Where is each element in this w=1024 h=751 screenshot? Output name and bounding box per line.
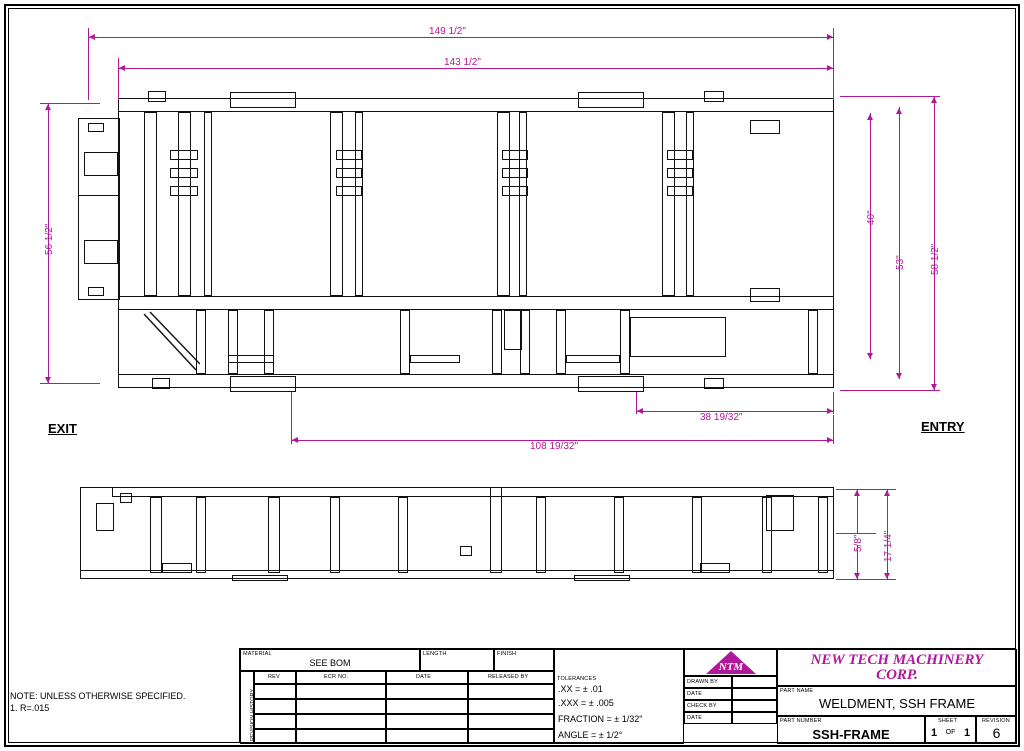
upright-5: [355, 112, 363, 296]
drawn-date-label: DATE: [687, 691, 703, 697]
plate-detail-8: [502, 168, 528, 178]
side-top-rail: [112, 487, 834, 497]
revision-value: 6: [992, 725, 1001, 741]
frame-mid-rail: [118, 296, 834, 310]
rev-row-1-cell-2: [386, 699, 468, 714]
drawn-date-value-cell: [732, 688, 777, 700]
company-name-line2: CORP.: [876, 667, 918, 683]
plate-detail-9: [502, 186, 528, 196]
lower-upright-9: [808, 310, 818, 374]
ext-58-bottom: [840, 390, 940, 391]
lower-box-detail: [504, 310, 522, 350]
arrow-40-up: [867, 114, 873, 120]
mount-pad-top-1: [148, 91, 166, 102]
drawn-by-label: DRAWN BY: [687, 679, 719, 685]
check-date-label: DATE: [687, 715, 703, 721]
rev-row-2-cell-3: [468, 714, 554, 729]
arrow-108-right: [827, 437, 833, 443]
lower-upright-4: [400, 310, 410, 374]
upright-1: [144, 112, 157, 296]
frame-top-rail: [118, 98, 834, 112]
lower-upright-8: [620, 310, 630, 374]
part-number-value: SSH-FRAME: [812, 727, 890, 742]
dim-height-right: 58 1/2": [930, 243, 941, 275]
plate-detail-11: [667, 168, 693, 178]
lower-upright-3: [264, 310, 274, 374]
plate-detail-10: [667, 150, 693, 160]
mount-pad-top-3: [578, 92, 644, 108]
rev-header-rev: REV: [268, 674, 280, 680]
part-name-label: PART NAME: [780, 688, 814, 694]
lower-upright-5: [492, 310, 502, 374]
side-foot-2: [232, 575, 288, 581]
side-upright-6: [490, 487, 502, 573]
rev-row-3-cell-0: [254, 729, 296, 744]
entry-label: ENTRY: [921, 419, 965, 434]
lower-plate-4: [630, 317, 726, 357]
side-upright-7: [536, 497, 546, 573]
side-foot-3: [574, 575, 630, 581]
plate-detail-5: [336, 168, 362, 178]
length-label: LENGTH: [423, 651, 447, 657]
part-name-value: WELDMENT, SSH FRAME: [818, 696, 975, 711]
sheet-label: SHEET: [938, 718, 958, 724]
lower-plate-1: [228, 355, 274, 363]
exit-detail-2: [84, 240, 118, 264]
ext-38-right: [833, 392, 834, 414]
side-upright-1: [150, 497, 162, 573]
upright-8: [662, 112, 675, 296]
arrow-143-right: [827, 65, 833, 71]
rev-row-3-cell-1: [296, 729, 386, 744]
arrow-58-down: [931, 384, 937, 390]
side-upright-8: [614, 497, 624, 573]
ext-143-right: [833, 58, 834, 100]
tolerance-fraction: FRACTION = ± 1/32": [558, 714, 643, 724]
mount-pad-top-2: [230, 92, 296, 108]
rev-header-date: DATE: [416, 674, 432, 680]
dim-height-left: 56 1/2": [44, 223, 55, 255]
material-value: SEE BOM: [309, 658, 351, 668]
note-line-1: NOTE: UNLESS OTHERWISE SPECIFIED.: [10, 691, 186, 701]
dim-side-small: 5/8": [853, 534, 864, 552]
finish-label: FINISH: [497, 651, 517, 657]
rev-row-3-cell-3: [468, 729, 554, 744]
sheet-of: OF: [945, 729, 956, 736]
arrow-38-right: [827, 408, 833, 414]
side-upright-10: [762, 497, 772, 573]
check-date-value-cell: [732, 712, 777, 724]
arrow-56-up: [45, 104, 51, 110]
tolerance-xxx: .XXX = ± .005: [558, 698, 614, 708]
right-bracket-bottom: [750, 288, 780, 302]
side-upright-9: [692, 497, 702, 573]
arrow-58-up: [931, 97, 937, 103]
rev-header-released: RELEASED BY: [488, 674, 529, 680]
upright-9: [686, 112, 694, 296]
side-upright-5: [398, 497, 408, 573]
arrow-53-up: [896, 108, 902, 114]
arrow-17-up: [884, 490, 890, 496]
side-upright-4: [330, 497, 340, 573]
sheet-current: 1: [930, 727, 938, 739]
rev-row-1-cell-0: [254, 699, 296, 714]
arrow-58th-down: [854, 573, 860, 579]
revision-label: REVISION: [982, 718, 1010, 724]
upright-2: [178, 112, 191, 296]
side-foot-4: [700, 563, 730, 573]
side-pad-2: [460, 546, 472, 556]
arrow-56-down: [45, 377, 51, 383]
arrow-38-left: [637, 408, 643, 414]
rev-row-0-cell-1: [296, 684, 386, 699]
side-foot-1: [162, 563, 192, 573]
tolerance-xx: .XX = ± .01: [558, 684, 603, 694]
sheet-total: 1: [963, 727, 971, 739]
plate-detail-7: [502, 150, 528, 160]
ext-108-right: [833, 415, 834, 444]
ext-17-bottom: [836, 579, 896, 580]
exit-bracket-bottom: [88, 287, 104, 296]
exit-end-plate: [78, 118, 120, 300]
dim-height-40: 40": [866, 210, 877, 225]
plate-detail-4: [336, 150, 362, 160]
upright-3: [204, 112, 212, 296]
dim-overall-length: 149 1/2": [429, 26, 466, 37]
mount-pad-top-4: [704, 91, 724, 102]
dimline-143: [118, 68, 833, 69]
mount-pad-bottom-3: [578, 376, 644, 392]
exit-centerline: [78, 195, 120, 196]
arrow-149-left: [89, 34, 95, 40]
revision-history-label: REVISION HISTORY: [250, 688, 256, 741]
check-by-label: CHECK BY: [687, 703, 717, 709]
exit-label: EXIT: [48, 421, 77, 436]
side-pad-1: [120, 493, 132, 503]
dim-height-53: 53": [895, 255, 906, 270]
mount-pad-bottom-4: [704, 378, 724, 389]
dimline-149: [88, 37, 833, 38]
svg-text:NTM: NTM: [718, 661, 744, 673]
mount-pad-bottom-2: [230, 376, 296, 392]
exit-detail-1: [84, 152, 118, 176]
diagonal-brace: [140, 310, 200, 374]
material-label: MATERIAL: [243, 651, 272, 657]
frame-bottom-rail: [118, 374, 834, 388]
ext-56-bottom: [40, 383, 100, 384]
side-upright-11: [818, 497, 828, 573]
arrow-40-down: [867, 353, 873, 359]
plate-detail-12: [667, 186, 693, 196]
tolerance-angle: ANGLE = ± 1/2°: [558, 730, 623, 740]
upright-7: [519, 112, 527, 296]
arrow-58th-up: [854, 490, 860, 496]
rev-row-2-cell-2: [386, 714, 468, 729]
rev-row-3-cell-2: [386, 729, 468, 744]
rev-header-ecr: ECR NO.: [324, 674, 349, 680]
part-number-label: PART NUMBER: [780, 718, 822, 724]
lower-plate-3: [566, 355, 620, 363]
dimline-40: [870, 113, 871, 359]
ntm-logo-icon: [705, 650, 757, 675]
dim-bottom-span: 108 19/32": [530, 441, 579, 452]
note-line-2: 1. R=.015: [10, 703, 50, 713]
dim-inner-length: 143 1/2": [444, 57, 481, 68]
rev-row-0-cell-2: [386, 684, 468, 699]
arrow-53-down: [896, 373, 902, 379]
rev-row-1-cell-3: [468, 699, 554, 714]
drawn-by-value-cell: [732, 676, 777, 688]
upright-6: [497, 112, 510, 296]
arrow-17-down: [884, 573, 890, 579]
side-exit-detail: [96, 503, 114, 531]
rev-row-2-cell-0: [254, 714, 296, 729]
arrow-108-left: [292, 437, 298, 443]
right-bracket-top: [750, 120, 780, 134]
rev-row-2-cell-1: [296, 714, 386, 729]
company-name-line1: NEW TECH MACHINERY: [810, 652, 984, 668]
plate-detail-3: [170, 186, 198, 196]
rev-row-1-cell-1: [296, 699, 386, 714]
lower-plate-2: [410, 355, 460, 363]
lower-upright-2: [228, 310, 238, 374]
lower-upright-7: [556, 310, 566, 374]
upright-4: [330, 112, 343, 296]
title-block: [239, 648, 1016, 743]
plate-detail-2: [170, 168, 198, 178]
dim-side-height: 17 1/4": [883, 530, 894, 562]
side-upright-3: [268, 497, 280, 573]
arrow-143-left: [119, 65, 125, 71]
ext-58-top: [840, 96, 940, 97]
arrow-149-right: [827, 34, 833, 40]
rev-row-0-cell-0: [254, 684, 296, 699]
mount-pad-bottom-1: [152, 378, 170, 389]
frame-outline: [118, 98, 834, 388]
check-by-value-cell: [732, 700, 777, 712]
general-note: [10, 690, 185, 714]
plate-detail-1: [170, 150, 198, 160]
exit-bracket-top: [88, 123, 104, 132]
rev-row-0-cell-3: [468, 684, 554, 699]
side-upright-2: [196, 497, 206, 573]
dim-bottom-offset: 38 19/32": [700, 412, 743, 423]
dimline-53: [899, 107, 900, 379]
plate-detail-6: [336, 186, 362, 196]
tolerances-label: TOLERANCES: [557, 676, 597, 682]
